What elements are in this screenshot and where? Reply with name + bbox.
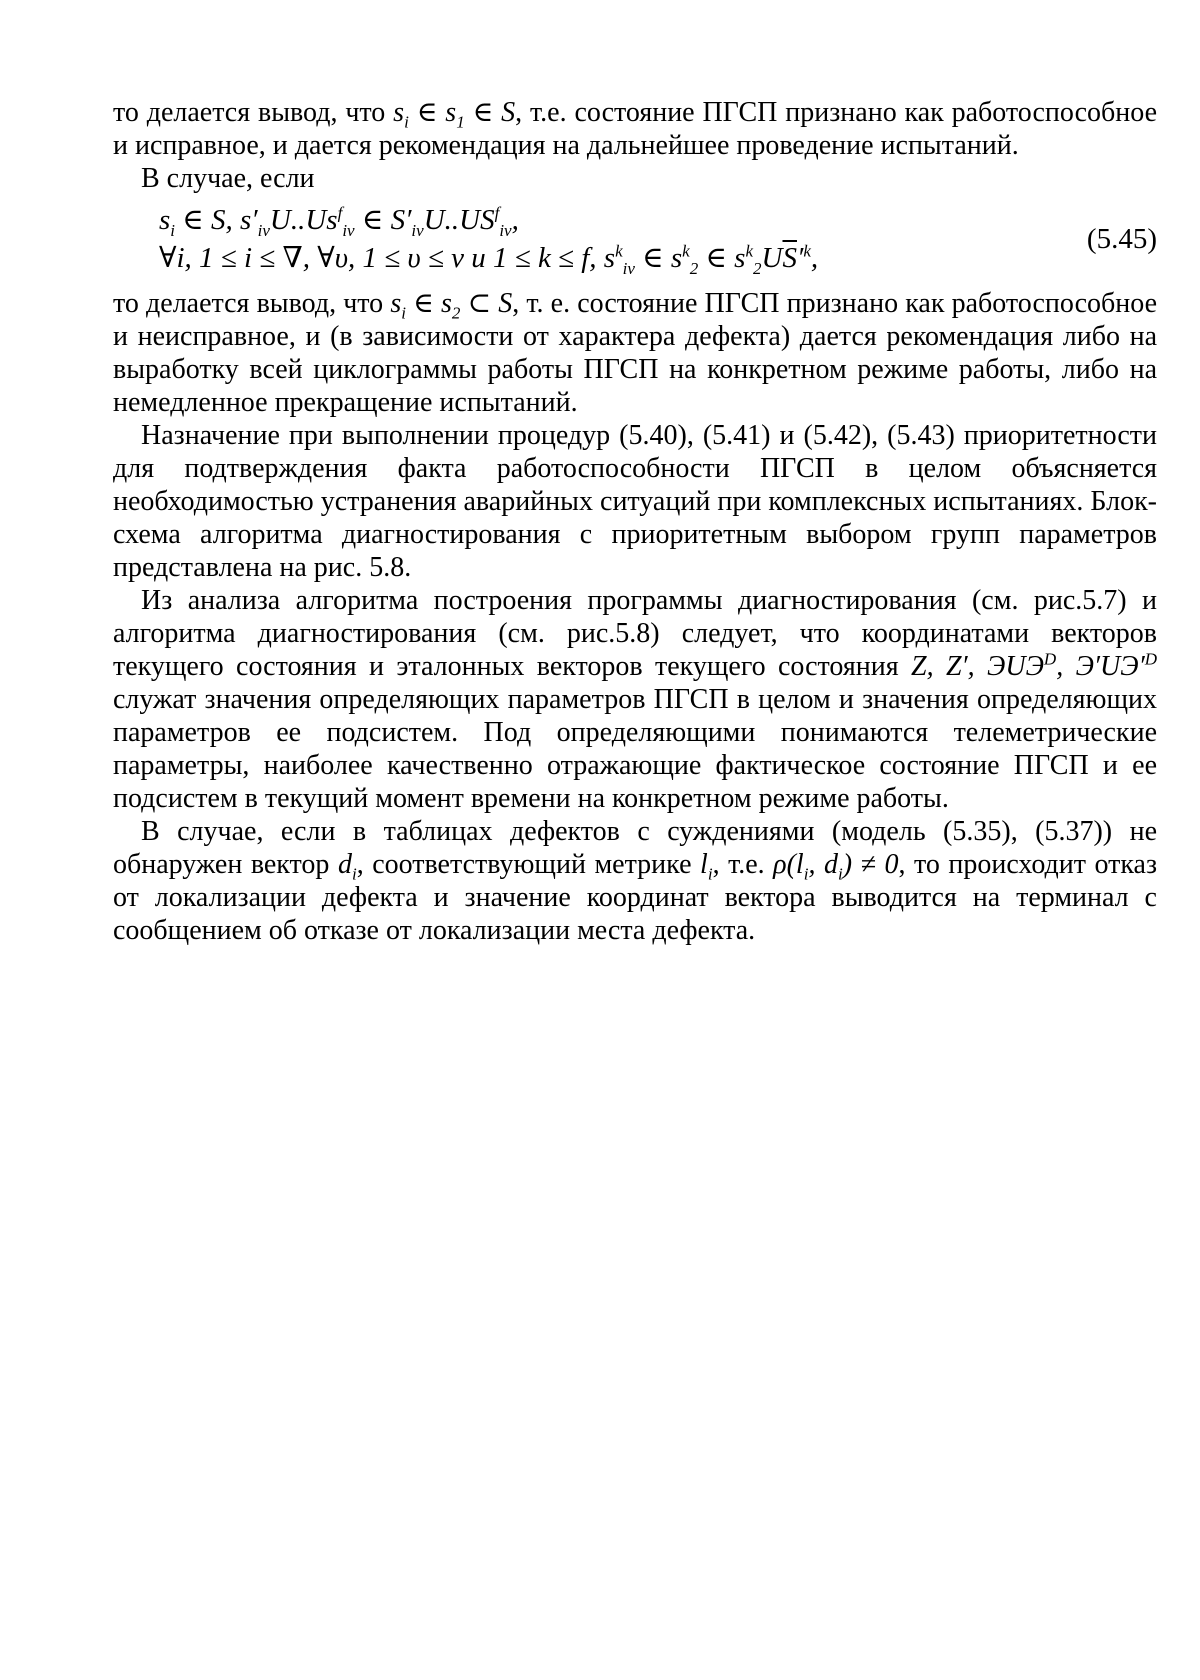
paragraph-4: Назначение при выполнении процедур (5.40), (5.41) и (5.42), (5.43) приоритетности для подтверждения факта работоспособности ПГСП в целом объясняется необходимостью устранения аварийных ситуаций при комплексных испытаниях. Блок-схема алгоритма диагностирования с приоритетным выбором групп параметров представлена на рис. 5.8. (113, 420, 1157, 583)
formula-line-1: $s_i$ ∈ S, $s'_{iv}U..Us^f_{iv}$ ∈ $S'_{iv}U..US^f_{iv}$, (159, 203, 519, 240)
formula-line-2: ∀i, 1 ≤ i ≤ ∇, ∀υ, 1 ≤ υ ≤ ν и 1 ≤ k ≤ f, $s^k_{iv}$ ∈ $s^k_2$ ∈ $s^k_2U\overline{S}'^k$, (159, 241, 819, 278)
math-inline: $l_i$ (700, 849, 713, 884)
paragraph-2: В случае, если (141, 163, 315, 194)
paragraph-3: то делается вывод, что $s_i$ ∈ $s_2$ ⊂ S, т. е. состояние ПГСП признано как работоспособное и неисправное, и (в зависимости от характера дефекта) дается рекомендация либо на выработку всей циклограммы работы ПГСП на конкретном режиме работы, либо на немедленное прекращение испытаний. (113, 288, 1157, 418)
math-inline: $\rho(l_i$, $d_i) \ne 0$ (773, 849, 899, 884)
paragraph-6: В случае, если в таблицах дефектов с суждениями (модель (5.35), (5.37)) не обнаружен вектор $d_i$, соответствующий метрике $l_i$, т.е. $\rho(l_i$, $d_i) \ne 0$, то происходит отказ от локализации дефекта и значение координат вектора выводится на терминал с сообщением об отказе от локализации места дефекта. (113, 816, 1158, 946)
paragraph-text: то делается вывод, что (113, 97, 386, 128)
paragraph-5: Из анализа алгоритма построения программы диагностирования (см. рис.5.7) и алгоритма диагностирования (см. рис.5.8) следует, что координатами векторов текущего состояния и эталонных векторов текущего состояния Z, Z′, $ЭUЭ^D$, $Э'UЭ'^D$ служат значения определяющих параметров ПГСП в целом и значения определяющих параметров ее подсистем. Под определяющими понимаются телеметрические параметры, наиболее качественно отражающие фактическое состояние ПГСП и ее подсистем в текущий момент времени на конкретном режиме работы. (113, 585, 1158, 814)
paragraph-text: , т.е. состояние ПГСП признано как работоспособное и исправное, и дается рекомендация на дальнейшее проведение испытаний. (113, 97, 1158, 161)
text-block (113, 96, 1157, 947)
math-inline: $s_i$ ∈ $s_1$ ∈ S (393, 97, 516, 132)
formula-5-45 (113, 201, 1157, 277)
math-inline: Z, Z′, $ЭUЭ^D$, $Э'UЭ'^D$ (911, 649, 1158, 682)
paragraph-1 (113, 96, 1157, 162)
equation-number: (5.45) (1086, 223, 1157, 255)
math-inline: $d_i$ (337, 849, 357, 884)
math-inline: $s_i$ ∈ $s_2$ ⊂ S (390, 288, 513, 323)
